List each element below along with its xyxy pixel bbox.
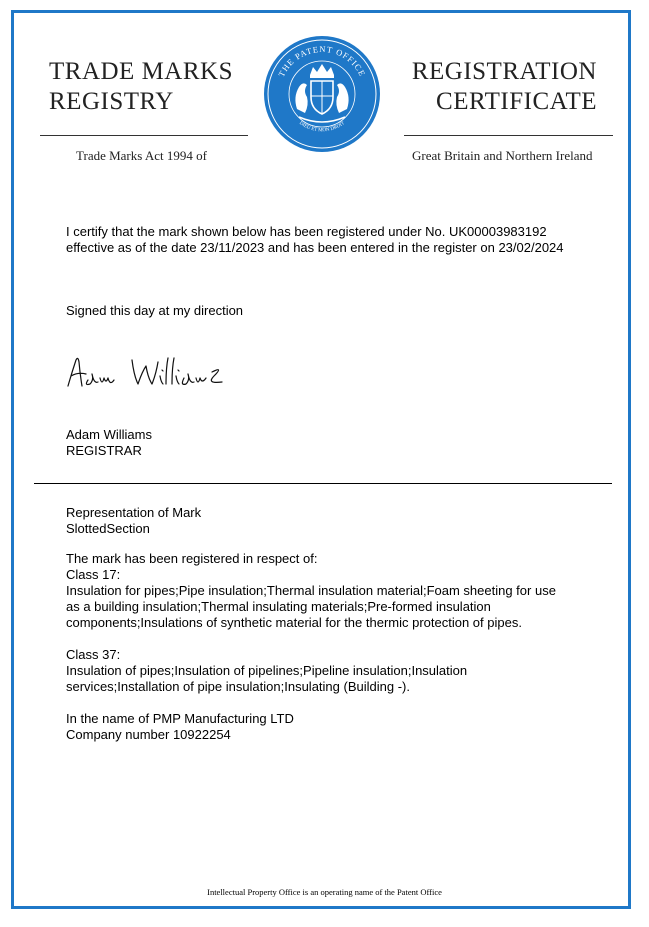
signed-statement: Signed this day at my direction [66, 303, 244, 318]
header-rule-right [404, 135, 613, 136]
patent-office-seal-icon [263, 35, 381, 153]
title-right-line-1: REGISTRATION [411, 58, 597, 85]
registrar-signature-icon [62, 352, 232, 392]
signatory-block [66, 427, 152, 459]
jurisdiction-subtitle: Great Britain and Northern Ireland [412, 148, 593, 163]
mark-representation [66, 505, 201, 537]
signatory-title: REGISTRAR [66, 443, 142, 458]
mark-label: Representation of Mark [66, 505, 202, 520]
title-right-line-2: CERTIFICATE [436, 88, 597, 115]
seal-top-text: THE PATENT OFFICE [276, 43, 368, 79]
class-37-label: Class 37: [66, 647, 121, 662]
registration-certificate-title [412, 57, 597, 117]
title-left-line-2: REGISTRY [49, 88, 174, 115]
header-rule-left [40, 135, 248, 136]
registration-details [66, 551, 566, 743]
class-37-text: Insulation of pipes;Insulation of pipelines;Pipeline insulation;Insulation services;Installation of pipe insulation;Insulating (Building -). [66, 663, 468, 694]
certification-statement: I certify that the mark shown below has been registered under No. UK00003983192 effective as of the date 23/11/2023 and has been entered in the register on 23/02/2024 [66, 224, 564, 255]
title-left-line-1: TRADE MARKS [49, 58, 233, 85]
class-17-label: Class 17: [66, 567, 121, 582]
owner-name: In the name of PMP Manufacturing LTD [66, 711, 294, 726]
seal-motto-text: DIEU ET MON DROIT [298, 121, 346, 134]
mark-value: SlottedSection [66, 521, 150, 536]
registration-intro: The mark has been registered in respect of: [66, 551, 318, 566]
signatory-name: Adam Williams [66, 427, 152, 442]
act-subtitle: Trade Marks Act 1994 of [76, 148, 207, 163]
class-17-text: Insulation for pipes;Pipe insulation;Thermal insulation material;Foam sheeting for use as a building insulation;Thermal insulating materials;Pre-formed insulation components;Insulations of synthetic material for the thermic protection of pipes. [66, 583, 556, 630]
section-divider [34, 483, 612, 484]
company-number: Company number 10922254 [66, 727, 231, 742]
trade-marks-registry-title [49, 57, 233, 117]
footer-note: Intellectual Property Office is an operating name of the Patent Office [207, 887, 442, 897]
